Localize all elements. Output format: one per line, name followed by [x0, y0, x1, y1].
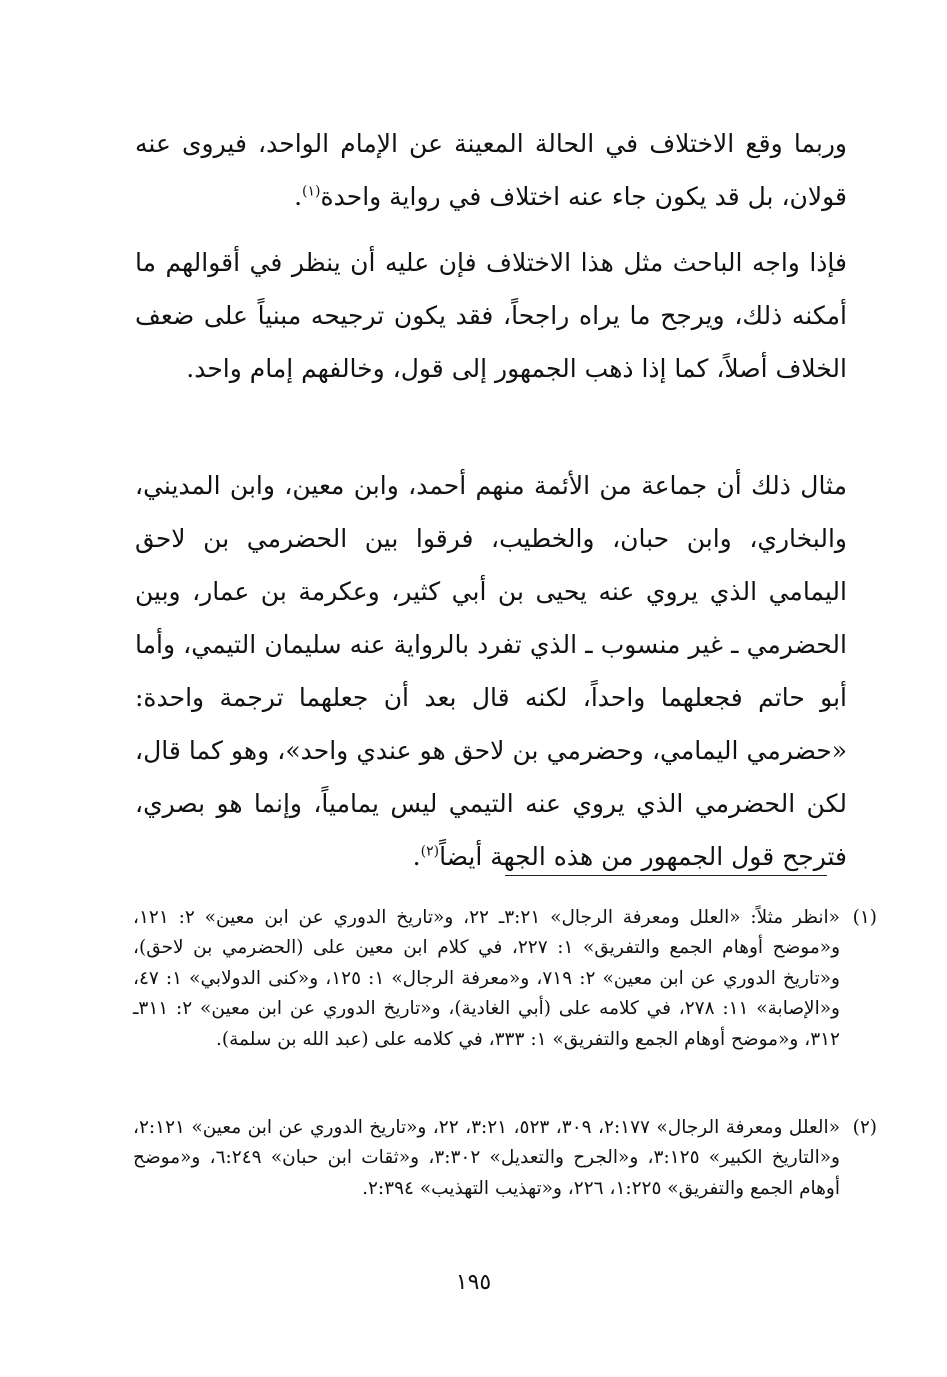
page-number: ١٩٥ — [455, 1270, 492, 1295]
paragraph-1-text: وربما وقع الاختلاف في الحالة المعينة عن الإمام الواحد، فيروى عنه قولان، بل قد يكون جاء عنه اختلاف في رواية واحدة — [135, 129, 847, 211]
body-paragraph-1 — [135, 117, 847, 223]
paragraph-3-tail: . — [412, 842, 421, 871]
footnote-1-number: (١) — [852, 907, 877, 928]
body-paragraph-3 — [135, 459, 847, 883]
footnote-ref-1: (١) — [302, 183, 321, 200]
footnote-2-text: «العلل ومعرفة الرجال» ٢:١٧٧، ٣٠٩، ٥٢٣، ٣:٢١، ٢٢، و«تاريخ الدوري عن ابن معين» ٢:١٢١، و«التاريخ الكبير» ٣:١٢٥، و«الجرح والتعديل» ٣:٣٠٢، و«ثقات ابن حبان» ٦:٢٤٩، و«موضح أوهام الجمع والتفريق» ١:٢٢٥، ٢٢٦، و«تهذيب التهذيب» ٢:٣٩٤. — [133, 1117, 841, 1199]
paragraph-3-text: مثال ذلك أن جماعة من الأئمة منهم أحمد، وابن معين، وابن المديني، والبخاري، وابن حبان، والخطيب، فرقوا بين الحضرمي بن لاحق اليمامي الذي يروي عنه يحيى بن أبي كثير، وعكرمة بن عمار، وبين الحضرمي ـ غير منسوب ـ الذي تفرد بالرواية عنه سليمان التيمي، وأما أبو حاتم فجعلهما واحداً، لكنه قال بعد أن جعلهما ترجمة واحدة: «حضرمي اليمامي، وحضرمي بن لاحق هو عندي واحد»، وهو كما قال، لكن الحضرمي الذي يروي عنه التيمي ليس يمامياً، وإنما هو بصري، فترجح قول الجمهور من هذه الجهة أيضاً — [135, 471, 847, 871]
footnote-2 — [133, 1113, 877, 1204]
footnote-2-number: (٢) — [852, 1117, 877, 1138]
footnote-separator — [505, 875, 827, 876]
paragraph-1-tail: . — [294, 182, 303, 211]
paragraph-2-text: فإذا واجه الباحث مثل هذا الاختلاف فإن عليه أن ينظر في أقوالهم ما أمكنه ذلك، ويرجح ما يراه راجحاً، فقد يكون ترجيحه مبنياً على ضعف الخلاف أصلاً، كما إذا ذهب الجمهور إلى قول، وخالفهم إمام واحد. — [135, 248, 847, 383]
footnote-1-text: «انظر مثلاً: «العلل ومعرفة الرجال» ٣:٢١ـ ٢٢، و«تاريخ الدوري عن ابن معين» ٢: ١٢١، و«موضح أوهام الجمع والتفريق» ١: ٢٢٧، في كلام ابن معين على (الحضرمي بن لاحق)، و«تاريخ الدوري عن ابن معين» ٢: ٧١٩، و«معرفة الرجال» ١: ١٢٥، و«كنى الدولابي» ١: ٤٧، و«الإصابة» ١١: ٢٧٨، في كلامه على (أبي الغادية)، و«تاريخ الدوري عن ابن معين» ٢: ٣١١ـ ٣١٢، و«موضح أوهام الجمع والتفريق» ١: ٣٣٣، في كلامه على (عبد الله بن سلمة). — [133, 907, 841, 1050]
footnote-1 — [133, 903, 877, 1055]
footnote-ref-2: (٢) — [420, 843, 440, 860]
body-paragraph-2 — [135, 236, 847, 395]
